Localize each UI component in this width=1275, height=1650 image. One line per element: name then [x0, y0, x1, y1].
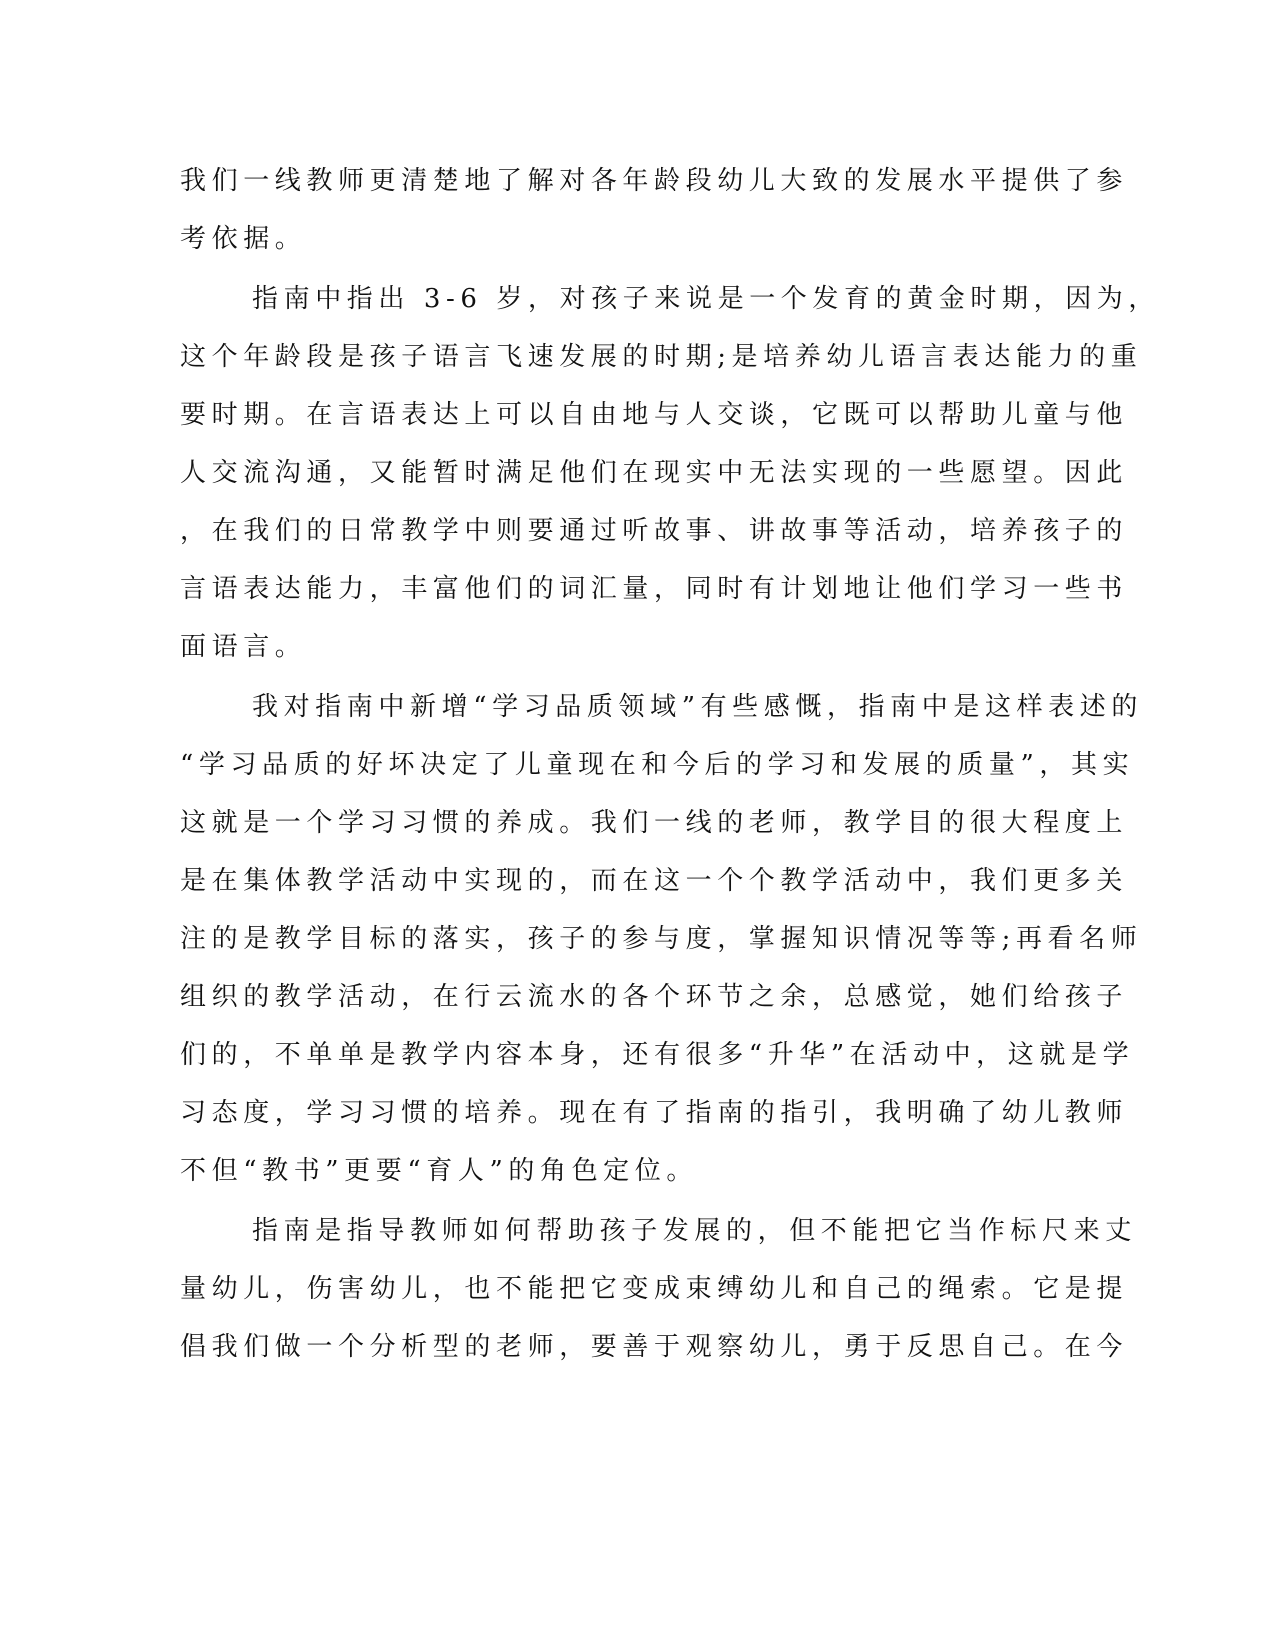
text-line: “学习品质的好坏决定了儿童现在和今后的学习和发展的质量”，其实	[180, 750, 1135, 780]
text-line: 量幼儿，伤害幼儿，也不能把它变成束缚幼儿和自己的绳索。它是提	[180, 1274, 1129, 1304]
text-line: 面语言。	[180, 632, 307, 662]
text-line: 我们一线教师更清楚地了解对各年龄段幼儿大致的发展水平提供了参	[180, 166, 1129, 196]
text-line: 习态度，学习习惯的培养。现在有了指南的指引，我明确了幼儿教师	[180, 1098, 1129, 1128]
text-line: 指南中指出 3-6 岁，对孩子来说是一个发育的黄金时期，因为，	[252, 284, 1160, 314]
text-line: 这个年龄段是孩子语言飞速发展的时期;是培养幼儿语言表达能力的重	[180, 342, 1143, 372]
text-line: 人交流沟通，又能暂时满足他们在现实中无法实现的一些愿望。因此	[180, 458, 1129, 488]
text-line: 这就是一个学习习惯的养成。我们一线的老师，教学目的很大程度上	[180, 808, 1129, 838]
text-line: 组织的教学活动，在行云流水的各个环节之余，总感觉，她们给孩子	[180, 982, 1129, 1012]
text-line: 注的是教学目标的落实，孩子的参与度，掌握知识情况等等;再看名师	[180, 924, 1143, 954]
text-line: ，在我们的日常教学中则要通过听故事、讲故事等活动，培养孩子的	[180, 516, 1129, 546]
text-line: 我对指南中新增“学习品质领域”有些感慨，指南中是这样表述的	[252, 692, 1143, 722]
text-line: 是在集体教学活动中实现的，而在这一个个教学活动中，我们更多关	[180, 866, 1129, 896]
text-line: 考依据。	[180, 224, 307, 254]
text-line: 倡我们做一个分析型的老师，要善于观察幼儿，勇于反思自己。在今	[180, 1332, 1129, 1362]
text-line: 不但“教书”更要“育人”的角色定位。	[180, 1156, 698, 1186]
text-line: 要时期。在言语表达上可以自由地与人交谈，它既可以帮助儿童与他	[180, 400, 1129, 430]
text-line: 们的，不单单是教学内容本身，还有很多“升华”在活动中，这就是学	[180, 1040, 1135, 1070]
text-line: 言语表达能力，丰富他们的词汇量，同时有计划地让他们学习一些书	[180, 574, 1129, 604]
text-line: 指南是指导教师如何帮助孩子发展的，但不能把它当作标尺来丈	[252, 1216, 1137, 1246]
